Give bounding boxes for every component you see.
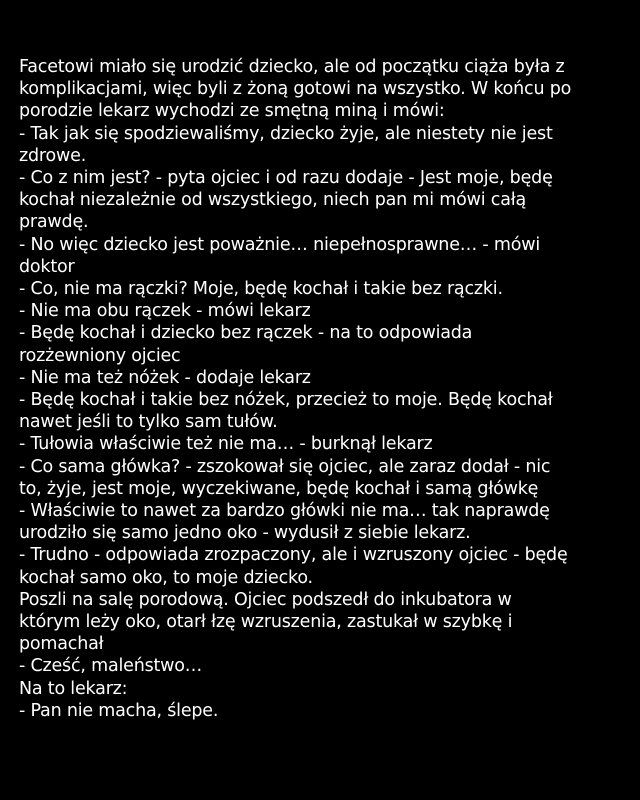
text-line: - Co sama główka? - zszokował się ojciec, ale zaraz dodał - nic [19,456,551,477]
text-line: - Co, nie ma rączki? Moje, będę kochał i takie bez rączki. [19,279,503,300]
text-line: zdrowe. [19,145,87,166]
text-line: kochał niezależnie od wszystkiego, niech pan mi mówi całą [19,190,527,211]
text-line: Na to lekarz: [19,678,128,699]
text-line: - Trudno - odpowiada zrozpaczony, ale i wzruszony ojciec - będę [19,545,568,566]
text-line: kochał samo oko, to moje dziecko. [19,567,313,588]
text-line: - Będę kochał i dziecko bez rączek - na to odpowiada [19,323,473,344]
text-line: porodzie lekarz wychodzi ze smętną miną i mówi: [19,101,445,122]
text-line: - Właściwie to nawet za bardzo główki nie ma… tak naprawdę [19,501,550,522]
text-line: Poszli na salę porodową. Ojciec podszedł do inkubatora w [19,589,512,610]
text-line: to, żyje, jest moje, wyczekiwane, będę kochał i samą główkę [19,478,539,499]
text-line: prawdę. [19,212,89,233]
text-line: rozżewniony ojciec [19,345,181,366]
text-line: - Nie ma też nóżek - dodaje lekarz [19,367,311,388]
text-line: - Tułowia właściwie też nie ma… - burknął lekarz [19,434,433,455]
text-line: - No więc dziecko jest poważnie… niepełnosprawne… - mówi [19,234,541,255]
text-line: - Cześć, maleństwo… [19,656,203,677]
text-line: komplikacjami, więc byli z żoną gotowi na wszystko. W końcu po [19,79,572,100]
text-line: - Tak jak się spodziewaliśmy, dziecko żyje, ale niestety nie jest [19,123,553,144]
text-line: pomachał [19,634,104,655]
text-line: - Co z nim jest? - pyta ojciec i od razu dodaje - Jest moje, będę [19,168,553,189]
text-line: nawet jeśli to tylko sam tułów. [19,412,278,433]
text-line: - Nie ma obu rączek - mówi lekarz [19,301,311,322]
text-line: - Będę kochał i takie bez nóżek, przecież to moje. Będę kochał [19,390,553,411]
text-line: urodziło się samo jedno oko - wydusił z siebie lekarz. [19,523,471,544]
text-line: Facetowi miało się urodzić dziecko, ale od początku ciąża była z [19,57,565,77]
text-line: doktor [19,256,75,277]
text-line: którym leży oko, otarł łzę wzruszenia, zastukał w szybkę i [19,612,513,633]
text-line: - Pan nie macha, ślepe. [19,700,219,721]
